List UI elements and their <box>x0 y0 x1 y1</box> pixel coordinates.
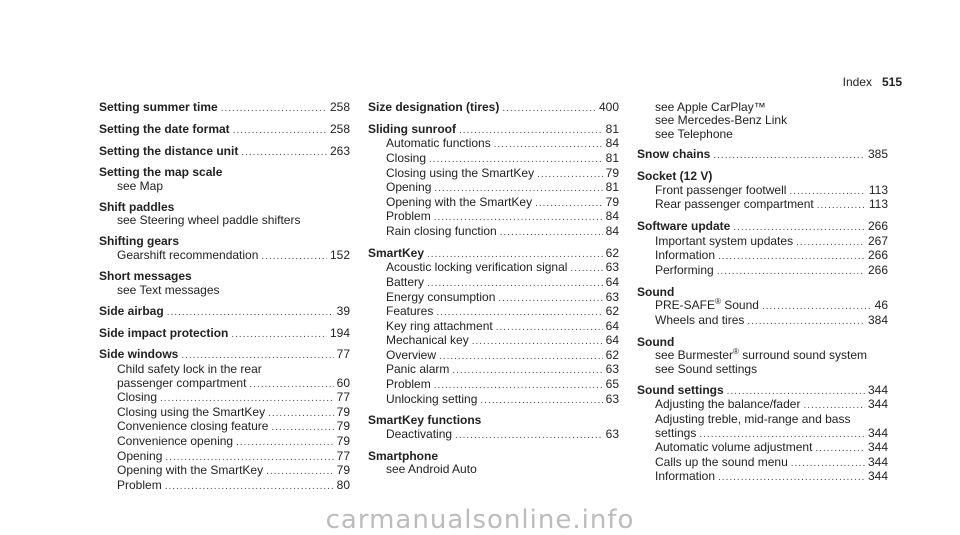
index-subentry-page[interactable]: 64 <box>605 318 619 333</box>
index-subentry[interactable] <box>99 377 350 392</box>
index-subentry-page[interactable]: 79 <box>605 165 619 180</box>
index-subentry-text: Key ring attachment <box>386 318 493 333</box>
index-subentry-text: Information <box>655 469 716 484</box>
leader-dots <box>502 102 596 116</box>
index-subentry-text: see Text messages <box>117 283 220 298</box>
leader-dots <box>817 199 866 213</box>
leader-dots <box>727 385 865 399</box>
index-subentry[interactable] <box>637 398 888 413</box>
index-subentry-page[interactable]: 79 <box>336 433 350 448</box>
index-subentry-text: Deactivating <box>386 427 453 442</box>
index-subentry-text: Closing <box>117 390 158 405</box>
leader-dots <box>233 124 327 138</box>
index-subentry[interactable] <box>99 249 350 264</box>
index-heading-page[interactable]: 62 <box>605 245 619 260</box>
index-subentry-text: see Apple CarPlay™ <box>655 99 766 114</box>
index-entry <box>637 336 888 377</box>
index-subentry[interactable] <box>368 225 619 240</box>
index-subentry-text: Acoustic locking verification signal <box>386 260 568 275</box>
index-heading[interactable] <box>99 348 350 363</box>
leader-dots <box>699 428 865 442</box>
index-subentry-text: Opening with the SmartKey <box>117 463 264 478</box>
leader-dots <box>815 442 865 456</box>
index-entry <box>637 286 888 329</box>
index-subentry-page[interactable]: 344 <box>867 425 888 440</box>
index-entry <box>99 305 350 320</box>
index-heading[interactable] <box>99 235 350 249</box>
index-heading-text: Side impact protection <box>99 325 229 340</box>
index-subentry[interactable] <box>99 464 350 479</box>
index-subentry[interactable] <box>637 314 888 329</box>
index-subentry[interactable] <box>368 428 619 443</box>
index-subentry[interactable] <box>368 167 619 182</box>
page-header <box>843 75 902 89</box>
index-subentry-page[interactable]: 64 <box>605 274 619 289</box>
index-subentry[interactable] <box>637 235 888 250</box>
leader-dots <box>747 315 865 329</box>
index-subentry-text: PRE-SAFE® Sound <box>655 297 759 313</box>
index-subentry-text: Wheels and tires <box>655 312 745 327</box>
index-subentry-text: Closing using the SmartKey <box>386 165 535 180</box>
leader-dots <box>434 379 603 393</box>
index-subentry-page[interactable]: 65 <box>605 377 619 392</box>
index-subentry[interactable] <box>637 198 888 213</box>
index-subentry[interactable] <box>368 152 619 167</box>
index-heading[interactable] <box>368 247 619 262</box>
index-subentry-page[interactable]: 84 <box>605 209 619 224</box>
index-subentry[interactable] <box>637 427 888 442</box>
index-subentry-text: Overview <box>386 347 437 362</box>
index-heading-page[interactable]: 263 <box>329 143 350 158</box>
index-subentry-text: Unlocking setting <box>386 391 478 406</box>
leader-dots <box>733 221 865 235</box>
index-heading-text: Smartphone <box>368 448 439 463</box>
index-subentry[interactable] <box>99 363 350 377</box>
index-subentry-text: Adjusting the balance/fader <box>655 397 801 412</box>
index-subentry[interactable] <box>637 470 888 485</box>
index-subentry-text: Adjusting treble, mid-range and bass <box>655 411 851 426</box>
index-entry <box>99 145 350 160</box>
index-subentry-page[interactable]: 384 <box>867 312 888 327</box>
index-subentry[interactable] <box>637 441 888 456</box>
leader-dots <box>268 407 334 421</box>
index-subentry-text: see Android Auto <box>386 462 477 477</box>
index-subentry[interactable] <box>99 180 350 194</box>
index-subentry-page[interactable]: 62 <box>605 347 619 362</box>
leader-dots <box>452 364 602 378</box>
index-heading[interactable] <box>637 148 888 163</box>
index-heading[interactable] <box>637 170 888 184</box>
index-entry <box>99 327 350 342</box>
page-number: 515 <box>881 75 902 89</box>
index-subentry-page[interactable]: 344 <box>867 454 888 469</box>
index-subentry[interactable] <box>368 196 619 211</box>
index-subentry-text: Problem <box>386 377 431 392</box>
index-subentry-text: Features <box>386 304 434 319</box>
index-entry <box>99 235 350 263</box>
index-heading-text: Side windows <box>99 347 179 362</box>
index-subentry[interactable] <box>99 479 350 494</box>
leader-dots <box>535 197 603 211</box>
index-subentry-text: see Burmester® surround sound system <box>655 347 867 363</box>
index-heading[interactable] <box>99 166 350 180</box>
index-subentry-page[interactable]: 84 <box>605 136 619 151</box>
index-subentry-page[interactable]: 267 <box>867 233 888 248</box>
leader-dots <box>494 138 603 152</box>
index-subentry[interactable] <box>99 391 350 406</box>
index-column-3 <box>637 101 888 492</box>
index-entry <box>99 348 350 493</box>
index-subentry-page[interactable]: 64 <box>605 333 619 348</box>
index-subentry-page[interactable]: 63 <box>605 362 619 377</box>
leader-dots <box>160 392 334 406</box>
index-subentry[interactable] <box>99 420 350 435</box>
index-entry <box>99 101 350 116</box>
index-subentry[interactable] <box>368 261 619 276</box>
leader-dots <box>500 226 603 240</box>
index-heading-text: Sliding sunroof <box>368 121 456 136</box>
index-heading-text: Sound <box>637 334 675 349</box>
leader-dots <box>434 182 602 196</box>
index-subentry-page[interactable]: 80 <box>336 477 350 492</box>
index-subentry[interactable] <box>637 114 888 128</box>
leader-dots <box>427 248 603 262</box>
index-entry <box>368 101 619 116</box>
index-heading[interactable] <box>637 384 888 399</box>
index-heading-text: SmartKey functions <box>368 413 482 428</box>
leader-dots <box>570 262 602 276</box>
index-heading-page[interactable]: 258 <box>329 100 350 114</box>
index-subentry[interactable] <box>368 334 619 349</box>
index-entry <box>99 201 350 228</box>
index-subentry-text: see Steering wheel paddle shifters <box>117 213 301 228</box>
leader-dots <box>165 480 334 494</box>
index-subentry[interactable] <box>637 128 888 142</box>
leader-dots <box>480 394 602 408</box>
leader-dots <box>261 250 327 264</box>
index-subentry-page[interactable]: 266 <box>867 248 888 263</box>
leader-dots <box>789 185 865 199</box>
index-heading-page[interactable]: 194 <box>329 325 350 340</box>
leader-dots <box>236 436 334 450</box>
index-subentry[interactable] <box>99 406 350 421</box>
index-heading[interactable] <box>637 220 888 235</box>
leader-dots <box>472 335 603 349</box>
index-subentry-text: Rain closing function <box>386 223 497 238</box>
index-heading-text: Setting summer time <box>99 100 218 114</box>
index-subentry-page[interactable]: 113 <box>868 197 888 212</box>
index-subentry-page[interactable]: 63 <box>605 289 619 304</box>
index-heading-text: Setting the distance unit <box>99 143 239 158</box>
index-subentry-text: Calls up the sound menu <box>655 454 788 469</box>
index-subentry[interactable] <box>99 450 350 465</box>
index-subentry[interactable] <box>368 320 619 335</box>
index-heading-page[interactable]: 385 <box>867 147 888 162</box>
index-subentry[interactable] <box>368 349 619 364</box>
leader-dots <box>249 378 333 392</box>
index-subentry-page[interactable]: 63 <box>605 427 619 442</box>
index-subentry-page[interactable]: 79 <box>336 404 350 419</box>
leader-dots <box>429 153 603 167</box>
index-subentry[interactable] <box>368 463 619 477</box>
index-entry <box>99 166 350 193</box>
index-heading-text: SmartKey <box>368 245 425 260</box>
leader-dots <box>791 457 865 471</box>
index-subentry[interactable] <box>368 291 619 306</box>
index-subentry[interactable] <box>637 299 888 314</box>
index-entry <box>368 247 619 408</box>
index-subentry[interactable] <box>99 214 350 228</box>
leader-dots <box>165 451 333 465</box>
index-subentry-text: Automatic volume adjustment <box>655 440 813 455</box>
index-subentry-text: Information <box>655 248 716 263</box>
index-heading[interactable] <box>99 201 350 215</box>
leader-dots <box>796 236 865 250</box>
leader-dots <box>718 250 865 264</box>
index-entry <box>368 450 619 477</box>
leader-dots <box>762 300 872 314</box>
index-heading-page[interactable]: 266 <box>867 219 888 234</box>
leader-dots <box>803 399 865 413</box>
index-subentry[interactable] <box>637 413 888 427</box>
index-subentry[interactable] <box>637 101 888 115</box>
index-subentry[interactable] <box>637 456 888 471</box>
index-heading-text: Short messages <box>99 269 192 284</box>
index-subentry[interactable] <box>368 363 619 378</box>
index-subentry-text: Battery <box>386 274 425 289</box>
index-subentry-text: Energy consumption <box>386 289 496 304</box>
section-title: Index <box>842 75 872 89</box>
index-subentry[interactable] <box>368 276 619 291</box>
index-subentry-text: passenger compartment <box>117 375 247 390</box>
index-subentry-text: Panic alarm <box>386 362 450 377</box>
index-entry <box>637 170 888 213</box>
leader-dots <box>718 471 865 485</box>
leader-dots <box>271 421 333 435</box>
index-heading[interactable] <box>99 305 350 320</box>
leader-dots <box>181 349 333 363</box>
index-subentry-text: Closing using the SmartKey <box>117 404 266 419</box>
index-subentry[interactable] <box>637 184 888 199</box>
index-subentry-page[interactable]: 266 <box>867 263 888 277</box>
index-entry <box>637 220 888 278</box>
index-subentry-text: Important system updates <box>655 233 794 248</box>
index-subentry-page[interactable]: 77 <box>336 390 350 405</box>
index-subentry-page[interactable]: 152 <box>329 247 350 262</box>
index-subentry-text: Opening with the SmartKey <box>386 194 533 209</box>
leader-dots <box>241 146 327 160</box>
index-subentry-page[interactable]: 60 <box>336 375 350 390</box>
index-heading[interactable] <box>99 270 350 284</box>
index-subentry-page[interactable]: 81 <box>605 150 619 165</box>
index-subentry-text: Opening <box>386 180 432 195</box>
index-subentry-text: see Sound settings <box>655 361 758 376</box>
index-heading-text: Setting the map scale <box>99 165 223 180</box>
index-entry <box>99 123 350 138</box>
leader-dots <box>496 321 603 335</box>
index-heading[interactable] <box>368 101 619 116</box>
index-heading-text: Side airbag <box>99 303 164 318</box>
index-heading-text: Sound settings <box>637 382 724 397</box>
index-subentry-text: Child safety lock in the rear <box>117 362 262 376</box>
index-subentry-page[interactable]: 77 <box>336 448 350 463</box>
index-heading-text: Shifting gears <box>99 234 180 249</box>
leader-dots <box>436 306 602 320</box>
index-entry <box>368 123 619 240</box>
index-subentry-page[interactable]: 344 <box>867 440 888 455</box>
index-subentry-text: Convenience closing feature <box>117 419 269 434</box>
index-subentry[interactable] <box>368 137 619 152</box>
index-heading[interactable] <box>99 123 350 138</box>
index-subentry[interactable] <box>99 284 350 298</box>
index-heading[interactable] <box>99 327 350 342</box>
index-subentry-page[interactable]: 79 <box>336 419 350 434</box>
index-subentry-text: Problem <box>117 477 162 492</box>
leader-dots <box>427 277 603 291</box>
index-subentry[interactable] <box>368 393 619 408</box>
leader-dots <box>717 265 865 279</box>
leader-dots <box>537 168 603 182</box>
index-subentry-page[interactable]: 344 <box>867 397 888 412</box>
index-subentry[interactable] <box>368 210 619 225</box>
leader-dots <box>439 350 603 364</box>
index-subentry[interactable] <box>99 435 350 450</box>
index-subentry-page[interactable]: 63 <box>605 391 619 406</box>
index-subentry[interactable] <box>637 349 888 363</box>
leader-dots <box>459 124 603 138</box>
index-subentry[interactable] <box>368 181 619 196</box>
index-subentry-text: Opening <box>117 448 163 463</box>
leader-dots <box>266 465 334 479</box>
leader-dots <box>713 149 865 163</box>
index-subentry-text: settings <box>655 425 697 440</box>
index-entry <box>637 148 888 163</box>
index-heading[interactable] <box>99 101 350 116</box>
index-heading-page[interactable]: 344 <box>867 382 888 397</box>
index-entry <box>99 270 350 297</box>
index-subentry-text: Performing <box>655 263 714 277</box>
index-heading-text: Sound <box>637 284 675 299</box>
index-subentry[interactable] <box>637 264 888 279</box>
index-subentry-text: Gearshift recommendation <box>117 247 259 262</box>
index-subentry[interactable] <box>637 249 888 264</box>
index-subentry-page[interactable]: 81 <box>605 180 619 195</box>
index-heading-page[interactable]: 81 <box>605 121 619 136</box>
index-subentry[interactable] <box>368 305 619 320</box>
index-subentry-text: see Mercedes-Benz Link <box>655 113 788 128</box>
index-subentry-page[interactable]: 113 <box>868 182 888 197</box>
index-subentry-page[interactable]: 63 <box>605 260 619 275</box>
index-heading[interactable] <box>368 450 619 464</box>
index-column-1 <box>99 101 350 501</box>
index-subentry-text: Automatic functions <box>386 136 491 151</box>
index-subentry-page[interactable]: 84 <box>605 223 619 238</box>
index-subentry[interactable] <box>637 363 888 377</box>
leader-dots <box>455 429 603 443</box>
index-subentry-text: see Map <box>117 178 164 193</box>
index-heading-page[interactable]: 258 <box>329 121 350 136</box>
index-subentry-text: Convenience opening <box>117 433 234 448</box>
index-heading-text: Setting the date format <box>99 121 230 136</box>
index-subentry-page[interactable]: 62 <box>605 304 619 319</box>
index-column-2 <box>368 101 619 484</box>
index-heading-text: Socket (12 V) <box>637 169 713 184</box>
index-heading-page[interactable]: 39 <box>336 303 350 318</box>
index-entry <box>637 101 888 142</box>
leader-dots <box>231 328 327 342</box>
index-subentry-text: Mechanical key <box>386 333 469 348</box>
index-heading[interactable] <box>368 414 619 428</box>
index-subentry-text: see Telephone <box>655 126 733 141</box>
index-heading[interactable] <box>99 145 350 160</box>
index-heading-text: Software update <box>637 219 731 234</box>
index-subentry-text: Rear passenger compartment <box>655 197 814 212</box>
leader-dots <box>434 211 603 225</box>
index-subentry-text: Front passenger footwell <box>655 182 787 197</box>
index-heading-text: Shift paddles <box>99 199 175 214</box>
index-heading-page[interactable]: 77 <box>336 347 350 362</box>
index-entry <box>637 384 888 485</box>
index-subentry-page[interactable]: 344 <box>867 469 888 484</box>
leader-dots <box>498 292 602 306</box>
watermark: carmanualsonline.info <box>325 505 635 535</box>
index-subentry-page[interactable]: 46 <box>874 298 888 313</box>
leader-dots <box>167 306 334 320</box>
index-heading[interactable] <box>368 123 619 138</box>
index-subentry-page[interactable]: 79 <box>336 463 350 478</box>
index-heading-text: Snow chains <box>637 147 711 162</box>
index-heading-text: Size designation (tires) <box>368 100 500 114</box>
index-subentry-page[interactable]: 79 <box>605 194 619 209</box>
index-subentry-text: Problem <box>386 209 431 224</box>
index-subentry-text: Closing <box>386 150 427 165</box>
leader-dots <box>221 102 327 116</box>
index-entry <box>368 414 619 442</box>
index-heading-page[interactable]: 400 <box>598 100 619 114</box>
index-subentry[interactable] <box>368 378 619 393</box>
